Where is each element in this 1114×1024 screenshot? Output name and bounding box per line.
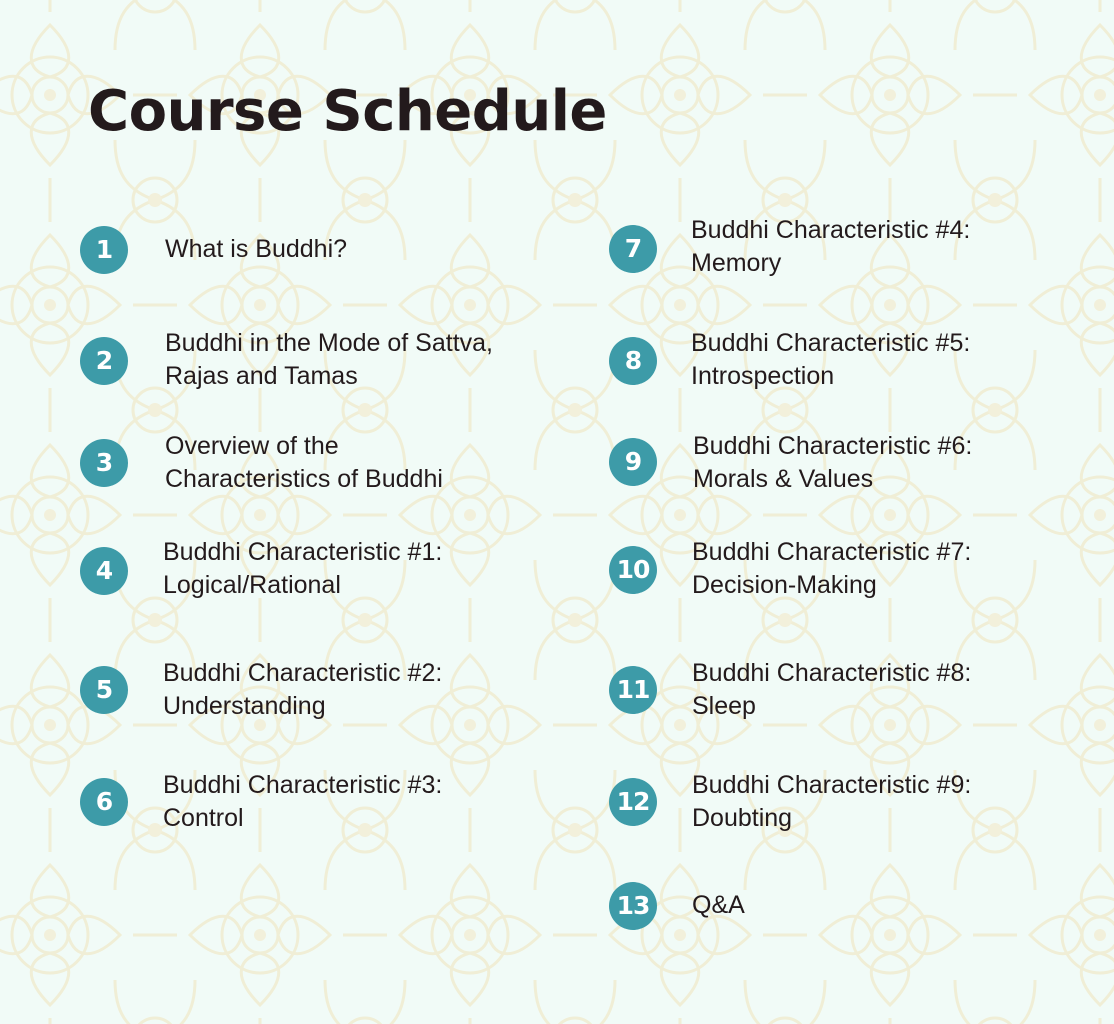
session-title <box>163 536 442 602</box>
session-title <box>692 889 745 922</box>
session-title-line1: Buddhi Characteristic #3: <box>163 771 443 799</box>
session-title <box>165 233 347 266</box>
session-title-line1: Buddhi Characteristic #7: <box>692 538 972 566</box>
session-number-badge: 9 <box>609 438 657 486</box>
session-title-line1: Buddhi Characteristic #5: <box>691 329 971 357</box>
session-title <box>691 327 970 393</box>
session-number-badge: 6 <box>80 778 128 826</box>
session-title <box>165 327 493 393</box>
session-title-line2: Memory <box>691 249 782 277</box>
session-title-line2: Understanding <box>163 692 326 720</box>
session-title-line1: Buddhi Characteristic #9: <box>692 771 972 799</box>
session-title-line1: Buddhi Characteristic #4: <box>691 216 971 244</box>
session-title <box>163 657 442 723</box>
session-title <box>165 430 443 496</box>
session-title-line1: Q&A <box>692 891 745 919</box>
session-number-badge: 7 <box>609 225 657 273</box>
session-number-badge: 1 <box>80 226 128 274</box>
session-title-line2: Rajas and Tamas <box>165 362 358 390</box>
page-title: Course Schedule <box>88 79 607 144</box>
session-title-line1: Buddhi Characteristic #6: <box>693 432 973 460</box>
session-title-line1: Buddhi Characteristic #2: <box>163 659 443 687</box>
session-title-line1: Overview of the <box>165 432 339 460</box>
session-title <box>692 657 971 723</box>
session-title <box>692 536 971 602</box>
session-title-line2: Morals & Values <box>693 465 874 493</box>
session-number-badge: 12 <box>609 778 657 826</box>
session-title-line2: Sleep <box>692 692 756 720</box>
session-number-badge: 5 <box>80 666 128 714</box>
session-title-line2: Control <box>163 804 244 832</box>
session-title-line2: Doubting <box>692 804 793 832</box>
session-title <box>692 769 971 835</box>
session-title-line2: Introspection <box>691 362 835 390</box>
session-number-badge: 2 <box>80 337 128 385</box>
session-title-line1: Buddhi Characteristic #8: <box>692 659 972 687</box>
session-title <box>691 214 970 280</box>
session-number-badge: 3 <box>80 439 128 487</box>
session-number-badge: 4 <box>80 547 128 595</box>
session-title-line1: Buddhi Characteristic #1: <box>163 538 443 566</box>
session-title-line1: Buddhi in the Mode of Sattva, <box>165 329 493 357</box>
session-title <box>693 430 972 496</box>
session-number-badge: 8 <box>609 337 657 385</box>
session-title <box>163 769 442 835</box>
session-number-badge: 13 <box>609 882 657 930</box>
session-number-badge: 10 <box>609 546 657 594</box>
session-title-line2: Decision-Making <box>692 571 877 599</box>
session-number-badge: 11 <box>609 666 657 714</box>
session-title-line2: Logical/Rational <box>163 571 341 599</box>
session-title-line2: Characteristics of Buddhi <box>165 465 443 493</box>
session-title-line1: What is Buddhi? <box>165 235 348 263</box>
